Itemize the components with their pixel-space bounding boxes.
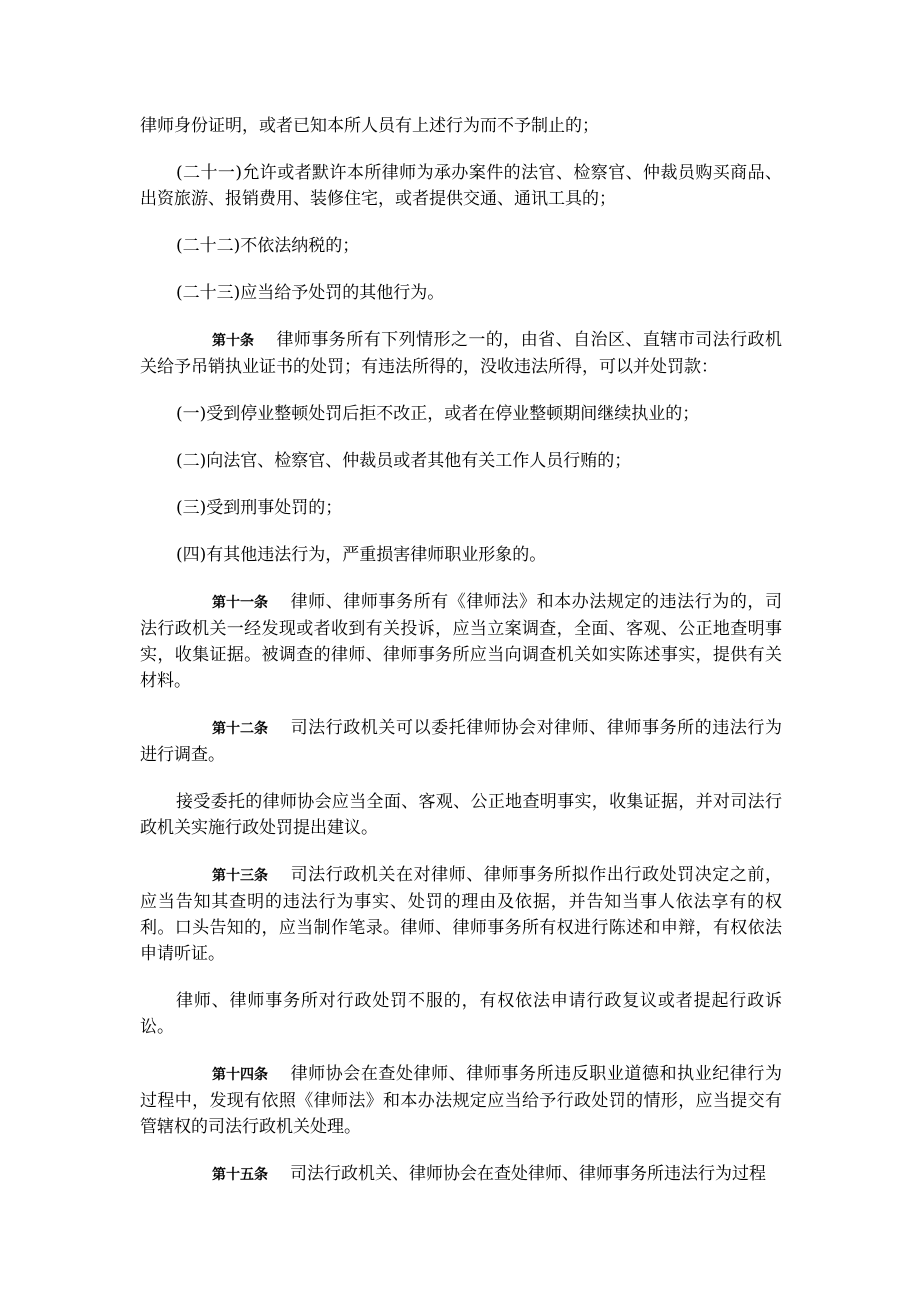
paragraph-text: (四)有其他违法行为，严重损害律师职业形象的。 bbox=[176, 545, 547, 565]
paragraph-item bbox=[140, 280, 782, 306]
article-number: 第十三条 bbox=[212, 868, 268, 884]
article-paragraph bbox=[140, 327, 782, 380]
article-number: 第十五条 bbox=[212, 1167, 268, 1183]
paragraph-continuation bbox=[140, 113, 782, 139]
paragraph-item bbox=[140, 542, 782, 568]
paragraph-text: 律师、律师事务所对行政处罚不服的，有权依法申请行政复议或者提起行政诉讼。 bbox=[140, 991, 782, 1037]
paragraph-text: 司法行政机关、律师协会在查处律师、律师事务所违法行为过程 bbox=[290, 1164, 766, 1184]
paragraph-item bbox=[140, 160, 782, 212]
paragraph-text: (二十三)应当给予处罚的其他行为。 bbox=[176, 283, 445, 303]
paragraph-text: 接受委托的律师协会应当全面、客观、公正地查明事实，收集证据，并对司法行政机关实施行政处罚提出建议。 bbox=[140, 792, 782, 838]
paragraph-item bbox=[140, 495, 782, 521]
paragraph-text: 律师协会在查处律师、律师事务所违反职业道德和执业纪律行为过程中，发现有依照《律师法》和本办法规定应当给予行政处罚的情形，应当提交有管辖权的司法行政机关处理。 bbox=[140, 1064, 782, 1137]
article-paragraph bbox=[140, 862, 782, 967]
article-number: 第十条 bbox=[212, 333, 254, 349]
paragraph-text: (一)受到停业整顿处罚后拒不改正，或者在停业整顿期间继续执业的； bbox=[176, 404, 700, 424]
article-paragraph bbox=[140, 1161, 782, 1188]
paragraph-item bbox=[140, 789, 782, 841]
paragraph-text: (三)受到刑事处罚的； bbox=[176, 498, 343, 518]
paragraph-item bbox=[140, 988, 782, 1040]
article-number: 第十四条 bbox=[212, 1067, 268, 1083]
article-number: 第十一条 bbox=[212, 595, 268, 611]
paragraph-item bbox=[140, 401, 782, 427]
paragraph-text: 律师身份证明，或者已知本所人员有上述行为而不予制止的； bbox=[140, 116, 599, 136]
paragraph-item bbox=[140, 448, 782, 474]
paragraph-text: (二十一)允许或者默许本所律师为承办案件的法官、检察官、仲裁员购买商品、出资旅游、报销费用、装修住宅，或者提供交通、通讯工具的； bbox=[140, 163, 782, 209]
paragraph-text: 律师、律师事务所有《律师法》和本办法规定的违法行为的，司法行政机关一经发现或者收到有关投诉，应当立案调查，全面、客观、公正地查明事实，收集证据。被调查的律师、律师事务所应当向调查机关如实陈述事实，提供有关材料。 bbox=[140, 592, 782, 691]
paragraph-text: (二十二)不依法纳税的； bbox=[176, 236, 360, 256]
article-paragraph bbox=[140, 715, 782, 768]
paragraph-text: 司法行政机关在对律师、律师事务所拟作出行政处罚决定之前，应当告知其查明的违法行为事实、处罚的理由及依据，并告知当事人依法享有的权利。口头告知的，应当制作笔录。律师、律师事务所有权进行陈述和申辩，有权依法申请听证。 bbox=[140, 865, 782, 964]
paragraph-text: 司法行政机关可以委托律师协会对律师、律师事务所的违法行为进行调查。 bbox=[140, 718, 782, 765]
article-paragraph bbox=[140, 1061, 782, 1140]
article-number: 第十二条 bbox=[212, 721, 268, 737]
paragraph-item bbox=[140, 233, 782, 259]
article-paragraph bbox=[140, 589, 782, 694]
paragraph-text: 律师事务所有下列情形之一的，由省、自治区、直辖市司法行政机关给予吊销执业证书的处罚；有违法所得的，没收违法所得，可以并处罚款： bbox=[140, 330, 782, 377]
paragraph-text: (二)向法官、检察官、仲裁员或者其他有关工作人员行贿的； bbox=[176, 451, 632, 471]
